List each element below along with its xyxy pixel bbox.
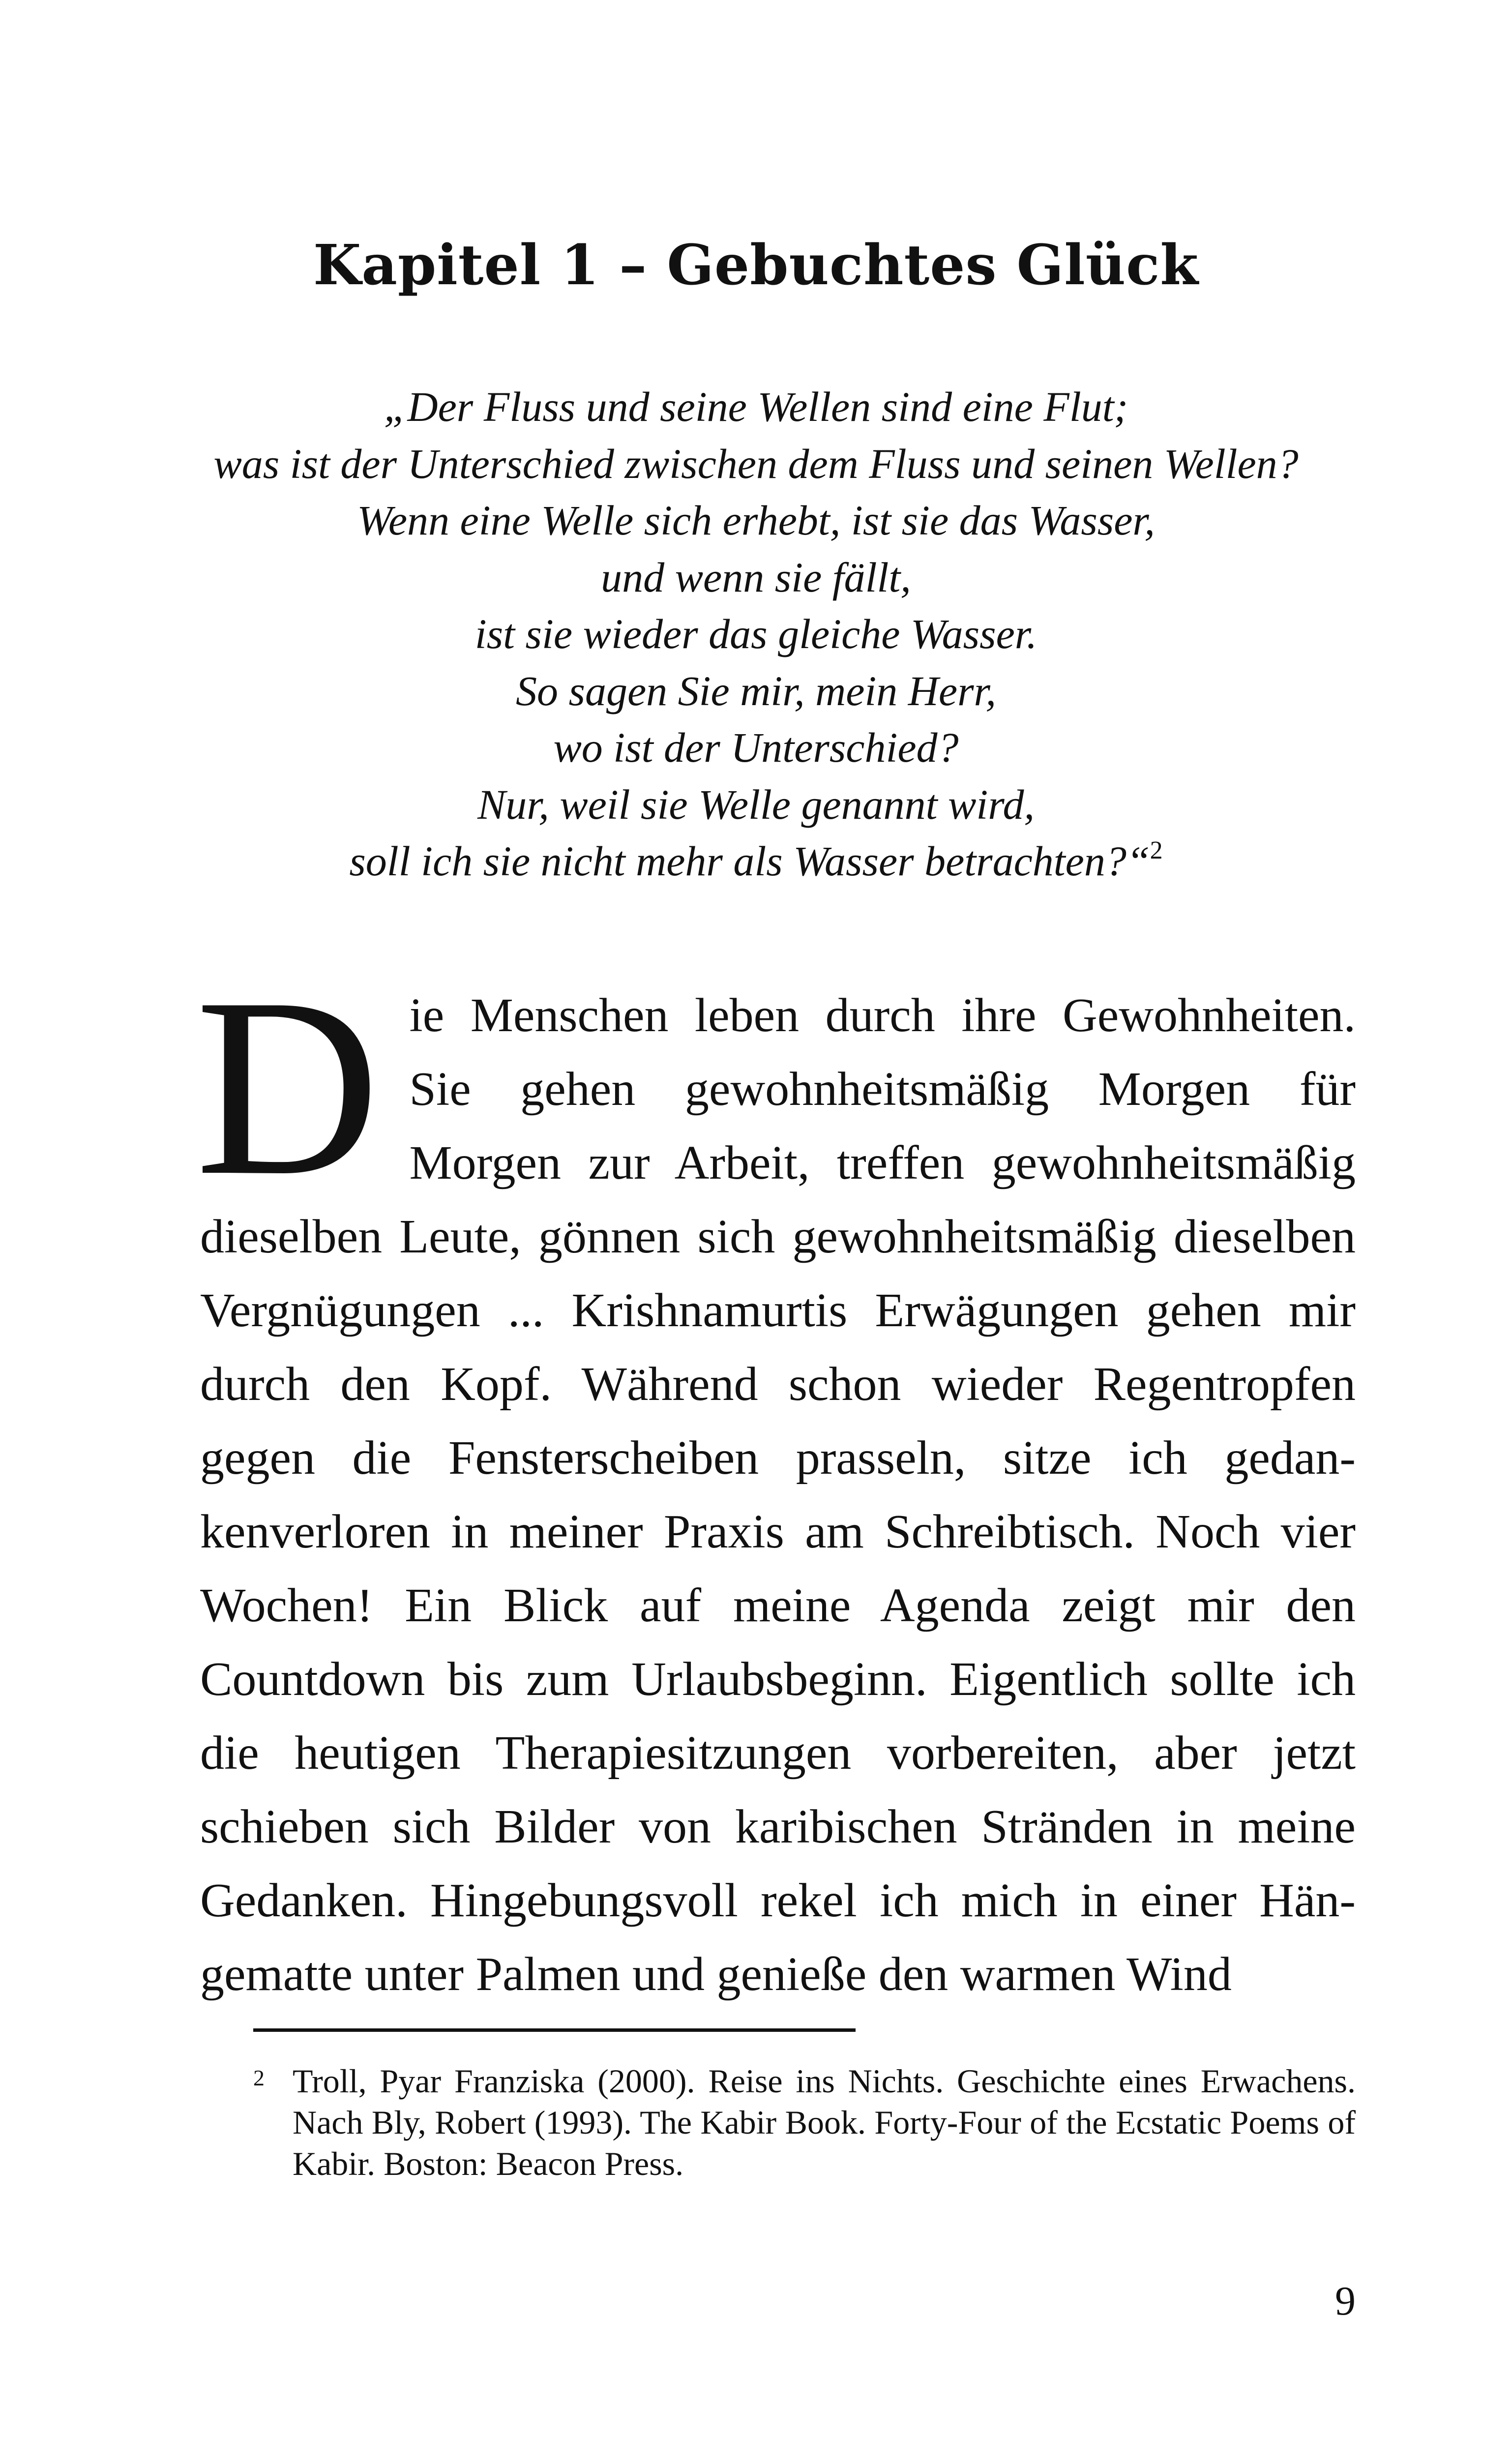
epigraph-line: soll ich sie nicht mehr als Wasser betrachten?“ (349, 837, 1150, 885)
footnote-text: Troll, Pyar Franziska (2000). Reise ins Nichts. Geschichte eines Erwachens. Nach Bly, Robert (1993). The Kabir Book. Forty-Four of the Ecstatic Poems of Kabir. Boston: Beacon Press. (293, 2062, 1356, 2182)
body-paragraph (195, 946, 1356, 2011)
epigraph-line: und wenn sie fällt, (601, 553, 911, 601)
epigraph-line: Wenn eine Welle sich erhebt, ist sie das Wasser, (357, 497, 1155, 544)
footnote-separator (253, 2028, 856, 2032)
page-number: 9 (1335, 2278, 1356, 2324)
body-paragraph-text: ie Menschen leben durch ihre Gewohnheiten. Sie gehen gewohnheitsmäßig Morgen für Morgen zur Arbeit, treffen gewohnheitsmäßig dieselben Leute, gönnen sich gewohnheitsmäßig dieselben Vergnügungen ... Krishnamurtis Erwägungen gehen mir durch den Kopf. Während schon wieder Regentropfen gegen die Fensterscheiben prasseln, sitze ich gedankenverloren in meiner Praxis am Schreibtisch. Noch vier Wochen! Ein Blick auf meine Agenda zeigt mir den Countdown bis zum Urlaubsbeginn. Eigentlich sollte ich die heutigen Therapiesitzungen vorbereiten, aber jetzt schieben sich Bilder von karibischen Stränden in meine Gedanken. Hingebungsvoll rekel ich mich in einer Hängematte unter Palmen und genieße den warmen Wind (200, 989, 1356, 2001)
epigraph-line: was ist der Unterschied zwischen dem Fluss und seinen Wellen? (213, 440, 1299, 487)
drop-cap: D (195, 946, 380, 1228)
footnote-mark: 2 (253, 2065, 265, 2090)
footnote (253, 2060, 1356, 2184)
epigraph-line: Nur, weil sie Welle genannt wird, (477, 780, 1035, 828)
epigraph-line: So sagen Sie mir, mein Herr, (516, 667, 996, 714)
footnote-reference: 2 (1150, 836, 1163, 864)
epigraph (0, 379, 1512, 890)
epigraph-line: wo ist der Unterschied? (553, 724, 959, 771)
epigraph-line: „Der Fluss und seine Wellen sind eine Flut; (384, 383, 1128, 430)
chapter-title: Kapitel 1 – Gebuchtes Glück (313, 233, 1199, 297)
epigraph-line: ist sie wieder das gleiche Wasser. (474, 610, 1038, 657)
epigraph-last-line (0, 833, 1512, 890)
body-text (195, 946, 1356, 2011)
